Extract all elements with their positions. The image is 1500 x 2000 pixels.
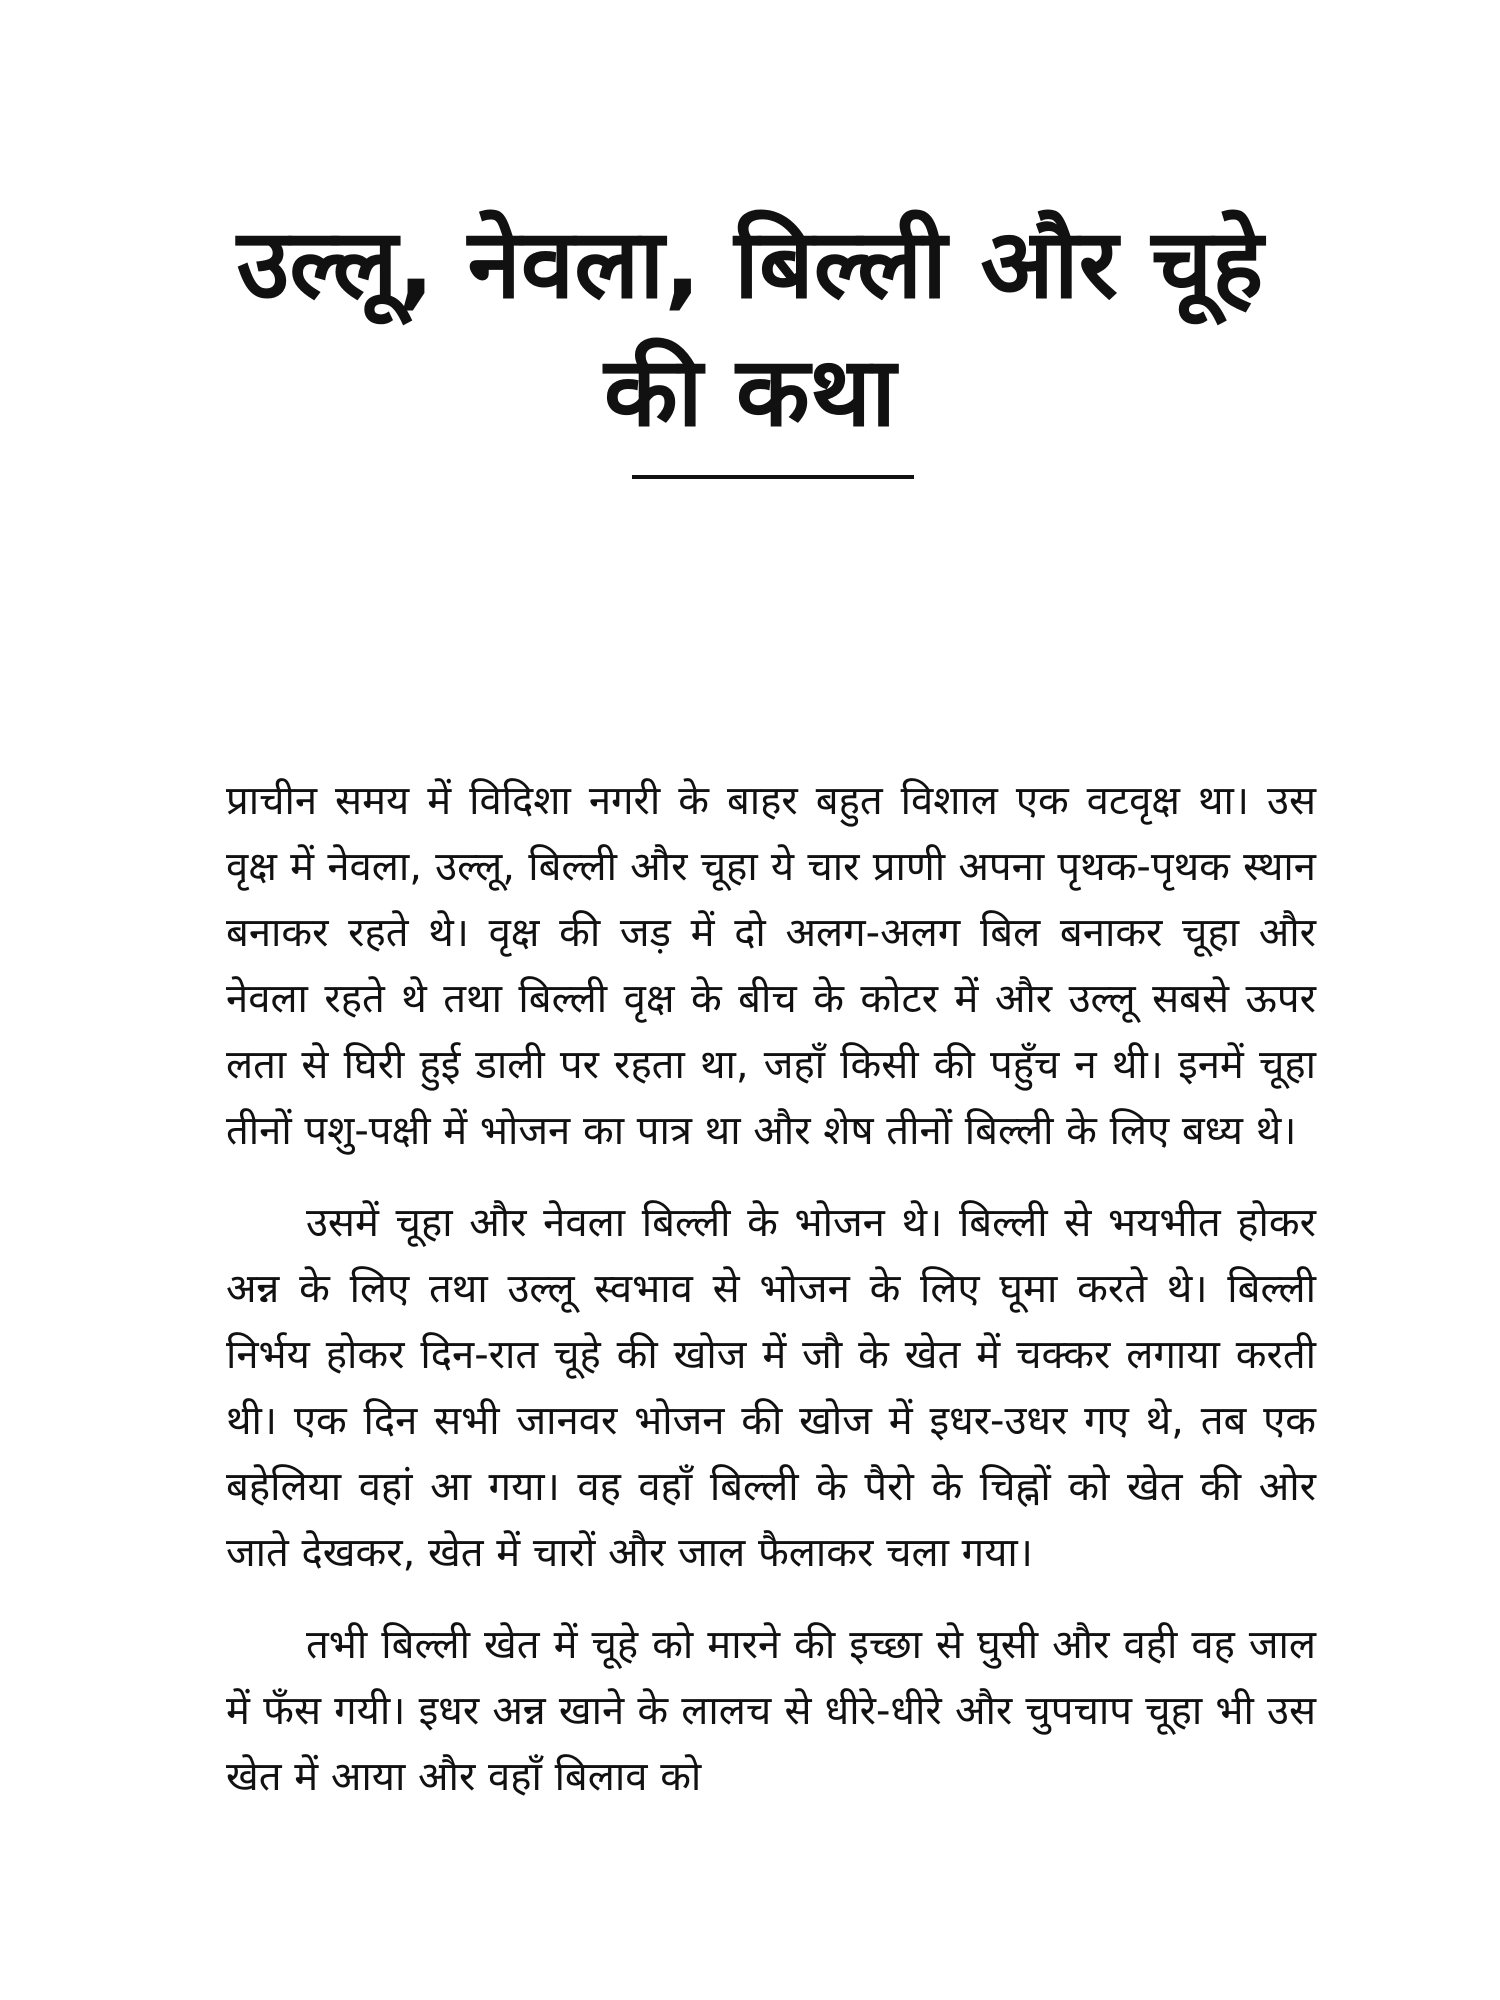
page-title: उल्लू, नेवला, बिल्ली और चूहे की कथा <box>236 208 1264 448</box>
paragraph-3: तभी बिल्ली खेत में चूहे को मारने की इच्छा से घुसी और वही वह जाल में फँस गयी। इधर अन्न खाने के लालच से धीरे-धीरे और चुपचाप चूहा भी उस खेत में आया और वहाँ बिलाव को <box>226 1622 1316 1800</box>
story-body <box>226 768 1316 1836</box>
paragraph-1: प्राचीन समय में विदिशा नगरी के बाहर बहुत विशाल एक वटवृक्ष था। उस वृक्ष में नेवला, उल्लू, बिल्ली और चूहा ये चार प्राणी अपना पृथक-पृथक स्थान बनाकर रहते थे। वृक्ष की जड़ में दो अलग-अलग बिल बनाकर चूहा और नेवला रहते थे तथा बिल्ली वृक्ष के बीच के कोटर में और उल्लू सबसे ऊपर लता से घिरी हुई डाली पर रहता था, जहाँ किसी की पहुँच न थी। इनमें चूहा तीनों पशु-पक्षी में भोजन का पात्र था और शेष तीनों बिल्ली के लिए बध्य थे। <box>226 778 1316 1154</box>
paragraph-2: उसमें चूहा और नेवला बिल्ली के भोजन थे। बिल्ली से भयभीत होकर अन्न के लिए तथा उल्लू स्वभाव से भोजन के लिए घूमा करते थे। बिल्ली निर्भय होकर दिन-रात चूहे की खोज में जौ के खेत में चक्कर लगाया करती थी। एक दिन सभी जानवर भोजन की खोज में इधर-उधर गए थे, तब एक बहेलिया वहां आ गया। वह वहाँ बिल्ली के पैरो के चिह्नों को खेत की ओर जाते देखकर, खेत में चारों और जाल फैलाकर चला गया। <box>226 1200 1316 1576</box>
title-divider <box>632 475 914 479</box>
